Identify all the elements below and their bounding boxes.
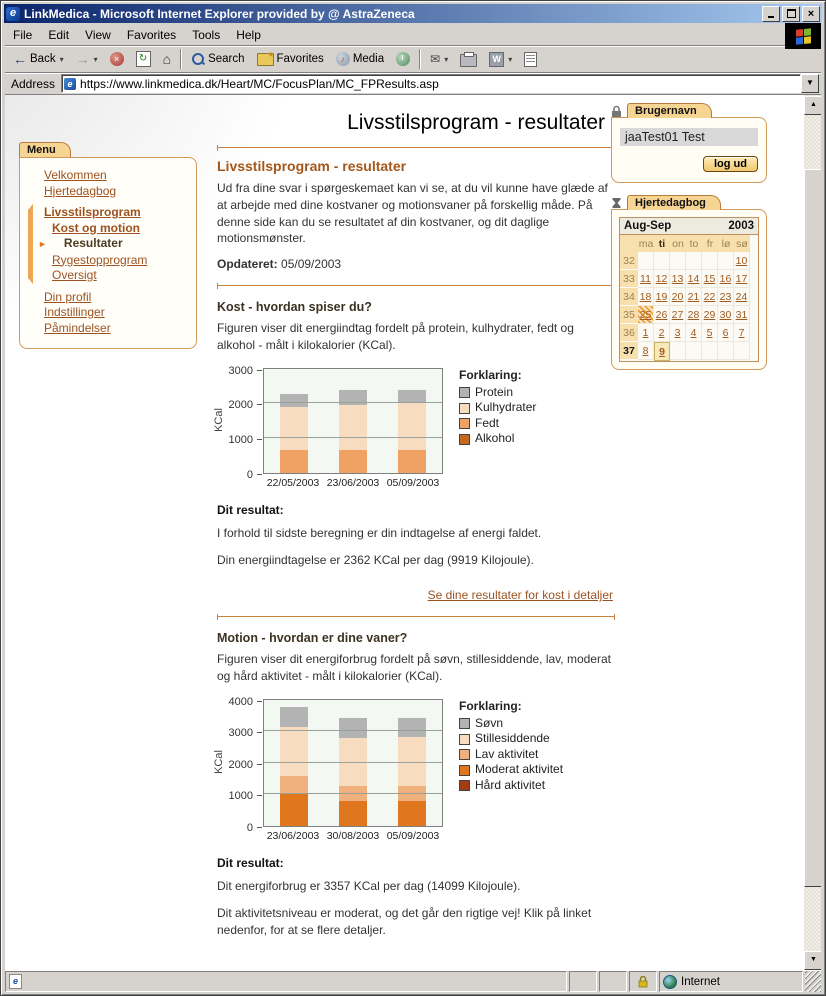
stacked-bar [339, 718, 367, 826]
back-dropdown-icon[interactable]: ▾ [59, 54, 64, 64]
calendar-date[interactable]: 10 [734, 252, 750, 270]
calendar-date[interactable]: 26 [654, 306, 670, 324]
divider [217, 285, 615, 286]
calendar-grid [620, 235, 758, 361]
discuss-button[interactable] [518, 49, 543, 70]
legend-entry: Stillesiddende [459, 731, 563, 747]
bar-segment [280, 727, 308, 776]
toolbar-separator [419, 49, 421, 69]
address-input[interactable] [61, 74, 801, 93]
motion-result-label: Dit resultat: [217, 855, 284, 870]
kost-chart [212, 364, 443, 489]
section-title: Livsstilsprogram - resultater [217, 158, 407, 174]
kost-chart-plot [263, 368, 443, 474]
bar-segment [339, 405, 367, 450]
legend-entry: Kulhydrater [459, 400, 536, 416]
print-button[interactable] [454, 48, 483, 70]
legend-entry: Moderat aktivitet [459, 762, 563, 778]
calendar-date[interactable]: 17 [734, 270, 750, 288]
calendar-date[interactable]: 14 [686, 270, 702, 288]
calendar-date[interactable]: 23 [718, 288, 734, 306]
calendar-week-number: 37 [620, 342, 638, 359]
bar-segment [398, 801, 426, 826]
window-title: LinkMedica - Microsoft Internet Explorer provided by @ AstraZeneca [24, 6, 415, 21]
legend-entry: Alkohol [459, 431, 536, 447]
calendar-date[interactable]: 19 [654, 288, 670, 306]
sidebar-item-livsstilsprogram[interactable]: Livsstilsprogram [44, 205, 141, 219]
search-button[interactable]: Search [185, 49, 250, 69]
internet-zone-globe-icon [663, 975, 677, 989]
calendar-day-header: ma [638, 235, 654, 252]
calendar-date[interactable]: 15 [702, 270, 718, 288]
bar-segment [280, 407, 308, 450]
legend-entry: Protein [459, 385, 536, 401]
motion-result-text-2: Dit aktivitetsniveau er moderat, og det går den rigtige vej! Klik på linket nedenfor, for at se flere detaljer. [217, 905, 592, 937]
calendar-date[interactable]: 16 [718, 270, 734, 288]
calendar-date[interactable]: 29 [702, 306, 718, 324]
kost-result-text-2: Din energiindtagelse er 2362 KCal per dag (9919 Kilojoule). [217, 552, 534, 567]
sidebar-item-hjertedagbog[interactable]: Hjertedagbog [44, 183, 117, 198]
address-dropdown-button[interactable]: ▼ [801, 74, 819, 93]
calendar-empty-cell [670, 342, 686, 360]
word-icon: W [489, 52, 504, 67]
sidebar-item-rygestopprogram[interactable]: Rygestopprogram [52, 252, 148, 267]
calendar-empty-cell [686, 342, 702, 360]
menu-edit[interactable]: Edit [48, 28, 70, 42]
legend-entry: Hård aktivitet [459, 778, 563, 794]
calendar-day-header: fr [702, 235, 718, 252]
status-pane [569, 971, 597, 992]
forward-dropdown-icon[interactable]: ▾ [93, 54, 98, 64]
kost-result-label: Dit resultat: [217, 502, 284, 517]
status-zone-pane [659, 971, 803, 992]
maximize-button[interactable] [782, 6, 800, 22]
scroll-down-button[interactable]: ▼ [804, 951, 821, 970]
calendar-date[interactable]: 6 [718, 324, 734, 342]
page-title: Livsstilsprogram - resultater [347, 111, 605, 134]
edit-with-word-button[interactable] [483, 49, 518, 70]
motion-chart-y-axis: 0 1000 2000 3000 4000 [217, 700, 262, 828]
ssl-padlock-icon [638, 975, 648, 988]
stop-icon: × [110, 52, 124, 66]
kost-description: Figuren viser dit energiindtag fordelt på protein, kulhydrater, fedt og alkohol - målt i kilokalorier (KCal). [217, 321, 574, 352]
divider [217, 616, 615, 617]
kost-chart-y-axis: 0 1000 2000 3000 [217, 369, 262, 475]
sidebar-item-kost-og-motion[interactable]: Kost og motion [52, 220, 140, 235]
bar-segment [280, 394, 308, 407]
diary-panel [611, 209, 767, 370]
menu-bar [5, 25, 821, 46]
resize-grip[interactable] [805, 971, 821, 992]
x-axis-label: 23/06/2003 [266, 829, 320, 842]
kost-details-link-row [217, 586, 613, 604]
legend-entry: Fedt [459, 416, 536, 432]
calendar-date[interactable]: 25 [638, 306, 654, 324]
legend-swatch [459, 749, 470, 760]
menu-panel [19, 157, 197, 349]
calendar-year: 2003 [728, 220, 754, 232]
status-main-pane [5, 971, 567, 992]
edit-dropdown-icon[interactable]: ▾ [508, 54, 513, 64]
sidebar-item-indstillinger[interactable]: Indstillinger [44, 305, 105, 319]
ie-page-icon: e [9, 974, 22, 989]
zone-label: Internet [681, 975, 720, 988]
main-content [212, 95, 615, 948]
calendar-day-header: on [670, 235, 686, 252]
kost-heading: Kost - hvordan spiser du? [217, 300, 372, 315]
username-value: jaaTest01 Test [620, 128, 758, 146]
menu-group-bracket [28, 204, 33, 284]
calendar-week-number: 36 [620, 324, 638, 341]
mail-icon: ✉ [430, 52, 441, 66]
vertical-scrollbar[interactable] [804, 95, 821, 971]
calendar-empty-cell [702, 252, 718, 270]
calendar-empty-cell [638, 252, 654, 270]
kost-result-text-1: I forhold til sidste beregning er din indtagelse af energi faldet. [217, 525, 542, 540]
stacked-bar [280, 394, 308, 473]
address-url: https://www.linkmedica.dk/Heart/MC/FocusPlan/MC_FPResults.asp [80, 76, 439, 91]
calendar-date[interactable]: 12 [654, 270, 670, 288]
calendar-day-header: ti [654, 235, 670, 252]
calendar-day-header: lø [718, 235, 734, 252]
search-icon [191, 52, 205, 66]
refresh-button[interactable] [130, 48, 157, 70]
bar-segment [339, 718, 367, 738]
stacked-bar [280, 707, 308, 826]
username-tab: Brugernavn [627, 103, 712, 118]
legend-swatch [459, 780, 470, 791]
media-icon: ♪ [336, 52, 350, 66]
toolbar-separator [180, 49, 182, 69]
page-icon: e [64, 78, 76, 90]
username-panel [611, 117, 767, 183]
divider [217, 147, 615, 148]
motion-description: Figuren viser dit energiforbrug fordelt på søvn, stillesiddende, lav, moderat og hård aktivitet - målt i kilokalorier (KCal). [217, 652, 611, 684]
home-button[interactable] [157, 50, 177, 68]
page-viewport [5, 94, 821, 971]
bar-segment [339, 801, 367, 826]
status-bar [5, 970, 821, 992]
motion-result-text-1: Dit energiforbrug er 3357 KCal per dag (14099 Kilojoule). [217, 878, 521, 893]
legend-title: Forklaring: [459, 367, 522, 382]
menu-tab: Menu [19, 142, 71, 157]
calendar-date[interactable]: 21 [686, 288, 702, 306]
calendar-date[interactable]: 5 [702, 324, 718, 342]
legend-title: Forklaring: [459, 698, 522, 713]
legend-entry: Søvn [459, 716, 563, 732]
x-axis-label: 05/09/2003 [386, 476, 440, 489]
calendar-header [620, 218, 758, 235]
menu-view[interactable]: View [85, 28, 111, 42]
menu-favorites[interactable]: Favorites [126, 28, 177, 42]
sidebar-item-velkommen[interactable]: Velkommen [44, 168, 107, 182]
x-axis-label: 30/08/2003 [326, 829, 380, 842]
calendar-date[interactable]: 27 [670, 306, 686, 324]
back-icon: ← [13, 51, 27, 67]
calendar-date[interactable]: 24 [734, 288, 750, 306]
calendar-corner [620, 235, 638, 252]
calendar-week-number: 33 [620, 270, 638, 287]
calendar-date[interactable]: 30 [718, 306, 734, 324]
sidebar-item-din-profil[interactable]: Din profil [44, 289, 92, 304]
calendar-date[interactable]: 13 [670, 270, 686, 288]
bar-segment [398, 450, 426, 473]
sidebar-item-oversigt[interactable]: Oversigt [52, 268, 97, 282]
hourglass-icon [611, 197, 622, 210]
calendar-date[interactable]: 4 [686, 324, 702, 342]
bar-segment [280, 794, 308, 826]
calendar-date[interactable]: 31 [734, 306, 750, 324]
history-button[interactable] [390, 49, 416, 69]
calendar-empty-cell [654, 252, 670, 270]
mail-dropdown-icon[interactable]: ▾ [444, 54, 449, 64]
legend-swatch [459, 418, 470, 429]
calendar-date[interactable]: 22 [702, 288, 718, 306]
menu-help[interactable]: Help [236, 28, 261, 42]
calendar-date[interactable]: 20 [670, 288, 686, 306]
calendar-week-number: 35 [620, 306, 638, 323]
calendar-date[interactable]: 2 [654, 324, 670, 342]
motion-chart-legend [459, 699, 563, 794]
calendar [619, 217, 759, 362]
forward-icon: → [75, 51, 90, 67]
logout-button[interactable]: log ud [703, 156, 758, 172]
intro-text: Ud fra dine svar i spørgeskemaet kan vi se, at du vil kunne have glæde af at arbejde med dine kostvaner og motionsvaner på forskellig måde. På denne side kan du se resultatet af din kostvaner, og dit daglige motionsmønster. [217, 181, 608, 246]
legend-swatch [459, 718, 470, 729]
ie-logo-icon: e [6, 7, 20, 21]
history-icon [396, 52, 410, 66]
motion-chart [212, 695, 443, 842]
calendar-date[interactable]: 8 [638, 342, 654, 360]
address-label: Address [11, 76, 56, 91]
motion-chart-plot [263, 699, 443, 827]
print-icon [460, 54, 477, 67]
back-button[interactable]: ← Back ▾ [13, 51, 64, 67]
calendar-day-header: to [686, 235, 702, 252]
bar-segment [398, 403, 426, 450]
calendar-week-number: 34 [620, 288, 638, 305]
menu-file[interactable]: File [13, 28, 33, 42]
bar-segment [339, 450, 367, 473]
favorites-button[interactable]: ★ Favorites [251, 50, 330, 69]
kost-details-link[interactable]: Se dine resultater for kost i detaljer [427, 588, 613, 603]
motion-heading: Motion - hvordan er dine vaner? [217, 631, 408, 646]
status-pane [599, 971, 627, 992]
diary-tab: Hjertedagbog [627, 195, 721, 210]
forward-button[interactable] [70, 48, 104, 70]
x-axis-label: 05/09/2003 [386, 829, 440, 842]
y-axis-label: KCal [212, 750, 225, 774]
updated-line: Opdateret: 05/09/2003 [217, 257, 342, 272]
kost-chart-legend [459, 368, 536, 447]
menu-tools[interactable]: Tools [192, 28, 221, 42]
calendar-empty-cell [702, 342, 718, 360]
favorites-icon [257, 53, 274, 66]
calendar-empty-cell [734, 342, 750, 360]
calendar-empty-cell [718, 252, 734, 270]
legend-swatch [459, 765, 470, 776]
discuss-icon [524, 52, 537, 67]
sidebar-item-resultater[interactable]: ► Resultater [38, 236, 123, 250]
legend-swatch [459, 387, 470, 398]
calendar-day-header: sø [734, 235, 750, 252]
calendar-date[interactable]: 28 [686, 306, 702, 324]
bar-segment [280, 450, 308, 473]
legend-entry: Lav aktivitet [459, 747, 563, 763]
calendar-week-number: 32 [620, 252, 638, 269]
stop-button[interactable] [104, 49, 130, 69]
right-sidebar [611, 103, 773, 370]
address-bar [5, 73, 821, 95]
home-icon: ⌂ [162, 51, 172, 67]
bar-segment [280, 707, 308, 727]
calendar-empty-cell [718, 342, 734, 360]
close-button[interactable]: × [802, 6, 820, 22]
refresh-icon: ↻ [136, 51, 151, 67]
scrollbar-thumb[interactable] [804, 169, 821, 887]
calendar-month: Aug-Sep [624, 220, 672, 232]
stacked-bar [398, 718, 426, 826]
left-navigation [19, 140, 197, 349]
calendar-date[interactable]: 9 [654, 342, 670, 361]
lock-icon [611, 105, 622, 118]
calendar-date[interactable]: 18 [638, 288, 654, 306]
legend-swatch [459, 434, 470, 445]
calendar-date[interactable]: 1 [638, 324, 654, 342]
legend-swatch [459, 734, 470, 745]
calendar-date[interactable]: 7 [734, 324, 750, 342]
current-page-arrow-icon: ► [38, 239, 47, 249]
x-axis-label: 23/06/2003 [326, 476, 380, 489]
status-lock-pane [629, 971, 657, 992]
toolbar [5, 46, 821, 73]
sidebar-item-paamindelser[interactable]: Påmindelser [44, 320, 111, 335]
calendar-date[interactable]: 3 [670, 324, 686, 342]
y-axis-label: KCal [212, 407, 225, 432]
calendar-date[interactable]: 11 [638, 270, 654, 288]
legend-swatch [459, 403, 470, 414]
minimize-button[interactable] [762, 6, 780, 22]
bar-segment [280, 776, 308, 794]
mail-button[interactable] [424, 50, 454, 68]
x-axis-label: 22/05/2003 [266, 476, 320, 489]
bar-segment [398, 718, 426, 737]
calendar-empty-cell [686, 252, 702, 270]
kost-chart-x-labels [263, 477, 443, 489]
media-button[interactable]: ♪ Media [330, 49, 390, 69]
motion-chart-x-labels [263, 830, 443, 842]
calendar-empty-cell [670, 252, 686, 270]
title-bar [4, 4, 822, 23]
scroll-up-button[interactable]: ▲ [804, 96, 821, 115]
